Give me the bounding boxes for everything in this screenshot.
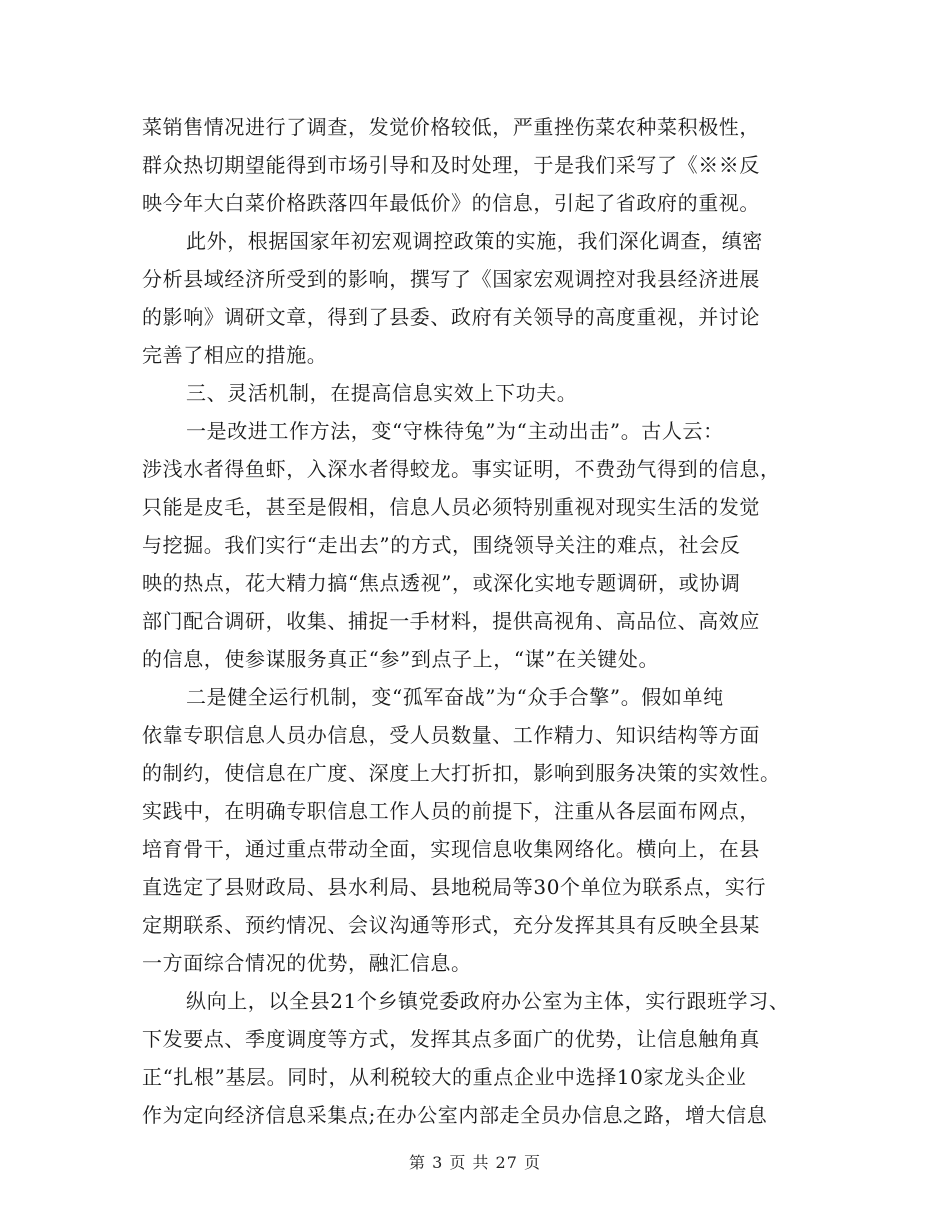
section-heading: 三、灵活机制，在提高信息实效上下功夫。 bbox=[186, 381, 578, 405]
text-line: 涉浅水者得鱼虾，入深水者得蛟龙。事实证明，不费劲气得到的信息， bbox=[142, 457, 781, 481]
text-line: 依靠专职信息人员办信息，受人员数量、工作精力、知识结构等方面 bbox=[142, 723, 760, 747]
text-line: 定期联系、预约情况、会议沟通等形式，充分发挥其具有反映全县某 bbox=[142, 913, 760, 937]
text-line: 分析县域经济所受到的影响，撰写了《国家宏观调控对我县经济进展 bbox=[142, 267, 760, 291]
text-line: 只能是皮毛，甚至是假相，信息人员必须特别重视对现实生活的发觉 bbox=[142, 495, 760, 519]
text-line: 与挖掘。我们实行“走出去”的方式，围绕领导关注的难点，社会反 bbox=[142, 533, 741, 557]
text-line: 作为定向经济信息采集点;在办公室内部走全员办信息之路，增大信息 bbox=[142, 1103, 768, 1127]
paragraph-first-line: 纵向上，以全县21个乡镇党委政府办公室为主体，实行跟班学习、 bbox=[186, 989, 790, 1013]
paragraph-first-line: 一是改进工作方法，变“守株待兔”为“主动出击”。古人云： bbox=[186, 419, 724, 443]
text-line: 映的热点，花大精力搞“焦点透视”，或深化实地专题调研，或协调 bbox=[142, 571, 741, 595]
text-line: 完善了相应的措施。 bbox=[142, 343, 328, 367]
text-line: 的信息，使参谋服务真正“参”到点子上，“谋”在关键处。 bbox=[142, 647, 660, 671]
text-line: 一方面综合情况的优势，融汇信息。 bbox=[142, 951, 472, 975]
text-line: 群众热切期望能得到市场引导和及时处理，于是我们采写了《※※反 bbox=[142, 153, 760, 177]
page-number-footer: 第 3 页 共 27 页 bbox=[409, 1153, 541, 1172]
text-line: 直选定了县财政局、县水利局、县地税局等30个单位为联系点，实行 bbox=[142, 875, 767, 899]
text-line: 的影响》调研文章，得到了县委、政府有关领导的高度重视，并讨论 bbox=[142, 305, 760, 329]
paragraph-first-line: 此外，根据国家年初宏观调控政策的实施，我们深化调查，缜密 bbox=[186, 229, 763, 253]
text-line: 实践中，在明确专职信息工作人员的前提下，注重从各层面布网点， bbox=[142, 799, 760, 823]
text-line: 正“扎根”基层。同时，从利税较大的重点企业中选择10家龙头企业 bbox=[142, 1065, 747, 1089]
paragraph-first-line: 二是健全运行机制，变“孤军奋战”为“众手合擎”。假如单纯 bbox=[186, 685, 724, 709]
text-line: 的制约，使信息在广度、深度上大打折扣，影响到服务决策的实效性。 bbox=[142, 761, 781, 785]
text-line: 菜销售情况进行了调查，发觉价格较低，严重挫伤菜农种菜积极性， bbox=[142, 115, 760, 139]
text-line: 映今年大白菜价格跌落四年最低价》的信息，引起了省政府的重视。 bbox=[142, 191, 760, 215]
text-line: 培育骨干，通过重点带动全面，实现信息收集网络化。横向上，在县 bbox=[142, 837, 760, 861]
text-line: 下发要点、季度调度等方式，发挥其点多面广的优势，让信息触角真 bbox=[142, 1027, 760, 1051]
text-line: 部门配合调研，收集、捕捉一手材料，提供高视角、高品位、高效应 bbox=[142, 609, 760, 633]
